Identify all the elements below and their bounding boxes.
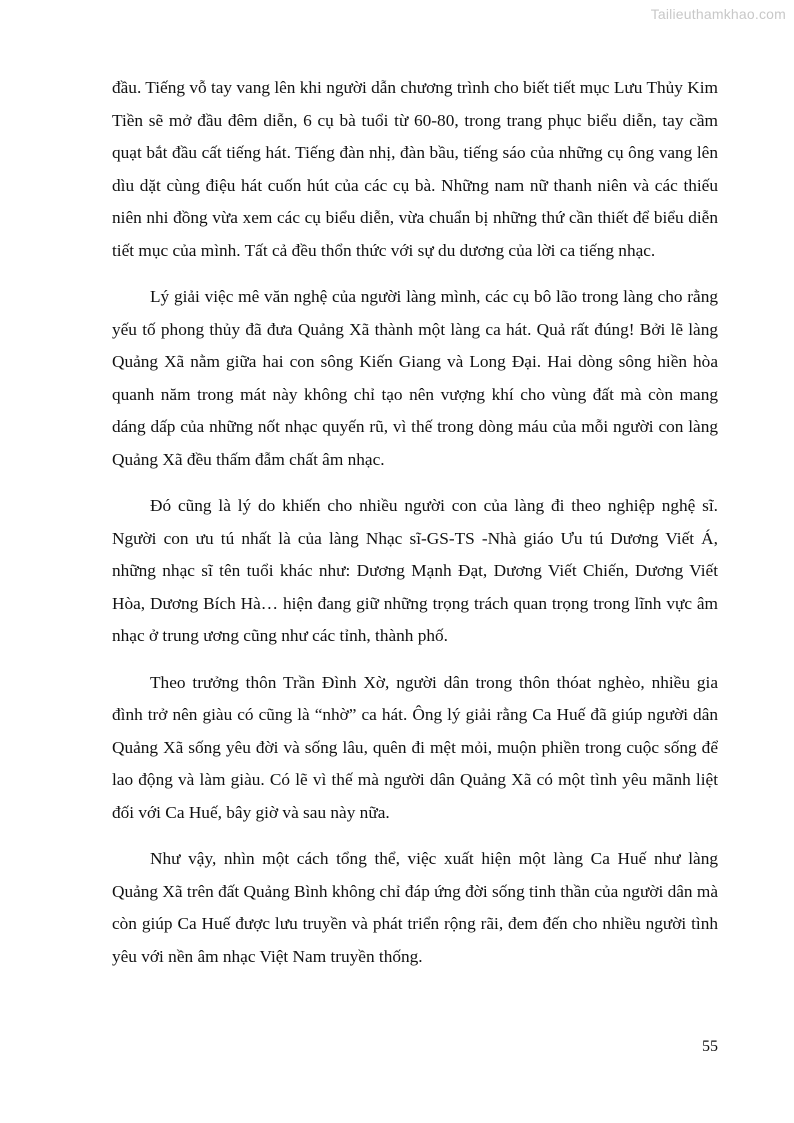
paragraph-feng-shui: Lý giải việc mê văn nghệ của người làng mình, các cụ bô lão trong làng cho rằng yếu tố phong thủy đã đưa Quảng Xã thành một làng ca hát. Quả rất đúng! Bởi lẽ làng Quảng Xã nằm giữa hai con sông Kiến Giang và Long Đại. Hai dòng sông hiền hòa quanh năm trong mát này không chỉ tạo nên vượng khí cho vùng đất mà còn mang dáng dấp của những nốt nhạc quyến rũ, vì thế trong dòng máu của mỗi người con làng Quảng Xã đều thấm đẫm chất âm nhạc. bbox=[112, 287, 718, 469]
document-body bbox=[112, 72, 718, 987]
watermark-text: Tailieuthamkhao.com bbox=[650, 6, 786, 22]
page-number: 55 bbox=[702, 1038, 718, 1055]
paragraph-conclusion: Như vậy, nhìn một cách tổng thể, việc xuất hiện một làng Ca Huế như làng Quảng Xã trên đất Quảng Bình không chỉ đáp ứng đời sống tinh thần của người dân mà còn giúp Ca Huế được lưu truyền và phát triển rộng rãi, đem đến cho nhiều người tình yêu với nền âm nhạc Việt Nam truyền thống. bbox=[112, 849, 718, 966]
paragraph-musicians: Đó cũng là lý do khiến cho nhiều người con của làng đi theo nghiệp nghệ sĩ. Người con ưu tú nhất là của làng Nhạc sĩ-GS-TS -Nhà giáo Ưu tú Dương Viết Á, những nhạc sĩ tên tuổi khác như: Dương Mạnh Đạt, Dương Viết Chiến, Dương Viết Hòa, Dương Bích Hà… hiện đang giữ những trọng trách quan trọng trong lĩnh vực âm nhạc ở trung ương cũng như các tỉnh, thành phố. bbox=[112, 496, 718, 645]
paragraph-village-head: Theo trưởng thôn Trần Đình Xờ, người dân trong thôn thóat nghèo, nhiều gia đình trở nên giàu có cũng là “nhờ” ca hát. Ông lý giải rằng Ca Huế đã giúp người dân Quảng Xã sống yêu đời và sống lâu, quên đi mệt mỏi, muộn phiền trong cuộc sống để lao động và làm giàu. Có lẽ vì thế mà người dân Quảng Xã có một tình yêu mãnh liệt đối với Ca Huế, bây giờ và sau này nữa. bbox=[112, 672, 718, 822]
paragraph-continuation: đầu. Tiếng vỗ tay vang lên khi người dẫn chương trình cho biết tiết mục Lưu Thủy Kim Tiền sẽ mở đầu đêm diễn, 6 cụ bà tuổi từ 60-80, trong trang phục biểu diễn, tay cầm quạt bắt đầu cất tiếng hát. Tiếng đàn nhị, đàn bầu, tiếng sáo của những cụ ông vang lên dìu dặt cùng điệu hát cuốn hút của các cụ bà. Những nam nữ thanh niên và các thiếu niên nhi đồng vừa xem các cụ biểu diễn, vừa chuẩn bị những thứ cần thiết để biểu diễn tiết mục của mình. Tất cả đều thổn thức với sự du dương của lời ca tiếng nhạc. bbox=[112, 78, 718, 260]
